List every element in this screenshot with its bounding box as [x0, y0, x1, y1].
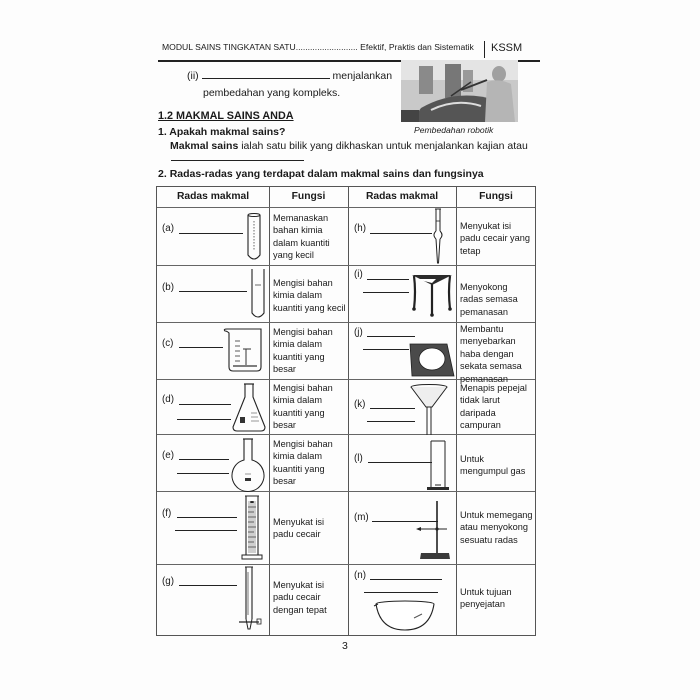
answer-blank-l[interactable]	[368, 462, 432, 463]
row-c-function	[273, 326, 353, 376]
row-k-label: (k)	[354, 399, 366, 410]
function-text: sesuatu radas	[460, 534, 518, 545]
answer-blank-n2[interactable]	[364, 592, 438, 593]
item-ii	[187, 70, 392, 82]
function-text: padu cecair	[273, 529, 321, 540]
function-text: kimia dalam	[273, 339, 323, 350]
function-text: penyejatan	[460, 599, 505, 610]
function-text: Menyukat isi	[273, 517, 325, 527]
answer-blank-i2[interactable]	[363, 292, 409, 293]
section-title: 1.2 MAKMAL SAINS ANDA	[158, 110, 294, 122]
function-text: pemanasan	[460, 373, 509, 384]
item-ii-label: (ii)	[187, 70, 199, 82]
answer-blank-g[interactable]	[179, 585, 237, 586]
row-l-label: (l)	[354, 453, 363, 464]
row-d-function	[273, 382, 353, 432]
function-text: mengumpul gas	[460, 466, 526, 477]
curriculum-label: KSSM	[484, 41, 522, 58]
function-text: daripada	[460, 407, 496, 418]
function-text: besar	[273, 476, 296, 487]
answer-blank-k2[interactable]	[367, 421, 415, 422]
row-n-label: (n)	[354, 570, 366, 581]
answer-blank-j1[interactable]	[367, 336, 415, 337]
question-1-text: Apakah makmal sains?	[169, 126, 286, 138]
row-divider	[157, 491, 535, 492]
page-number: 3	[342, 640, 348, 652]
answer-blank-e1[interactable]	[179, 459, 229, 460]
function-text: yang kecil	[273, 250, 314, 261]
function-text: tetap	[460, 245, 481, 256]
function-text: Mengisi bahan	[273, 439, 333, 449]
function-text: haba dengan	[460, 348, 514, 359]
function-text: kuantiti yang	[273, 351, 325, 362]
answer-blank-f1[interactable]	[177, 517, 237, 518]
question-1	[158, 126, 285, 138]
question-2-number: 2.	[158, 168, 167, 180]
function-text: kimia dalam	[273, 395, 323, 406]
function-text: dengan tepat	[273, 604, 327, 615]
item-ii-text: menjalankan	[332, 70, 393, 82]
function-text: dalam kuantiti	[273, 237, 330, 248]
row-divider	[157, 564, 535, 565]
row-d-label: (d)	[162, 394, 174, 405]
evaporating-dish-icon	[374, 600, 436, 632]
module-title: MODUL SAINS TINGKATAN SATU	[162, 42, 296, 52]
row-f-label: (f)	[162, 508, 172, 519]
row-g-label: (g)	[162, 576, 174, 587]
gas-jar-icon	[425, 439, 451, 493]
function-text: kuantiti yang kecil	[273, 302, 346, 313]
function-text: padu cecair yang	[460, 233, 530, 244]
row-g-function	[273, 579, 353, 616]
answer-blank-q1[interactable]	[171, 160, 304, 161]
header-function-right: Fungsi	[479, 191, 513, 202]
item-ii-continuation: pembedahan yang kompleks.	[203, 87, 341, 99]
answer-blank-n1[interactable]	[370, 579, 442, 580]
header-apparatus-left: Radas makmal	[176, 191, 250, 202]
pipette-icon	[431, 209, 445, 265]
row-a-function	[273, 212, 353, 262]
row-a-label: (a)	[162, 223, 174, 234]
answer-blank-b[interactable]	[179, 291, 247, 292]
header-apparatus-right: Radas makmal	[365, 191, 439, 202]
function-text: radas semasa	[460, 294, 518, 305]
row-e-function	[273, 438, 353, 488]
function-text: sekata semasa	[460, 361, 522, 372]
answer-blank-d2[interactable]	[177, 419, 231, 420]
function-text: Membantu	[460, 324, 504, 334]
question-2	[158, 168, 484, 180]
row-divider	[157, 207, 535, 208]
function-text: Menapis pepejal	[460, 383, 527, 393]
row-i-label: (i)	[354, 269, 363, 280]
function-text: kuantiti yang	[273, 407, 325, 418]
function-text: kuantiti yang	[273, 463, 325, 474]
test-tube-icon	[247, 213, 261, 261]
row-n-function	[460, 586, 538, 611]
row-l-function	[460, 453, 538, 478]
answer-blank-j2[interactable]	[363, 349, 409, 350]
answer-term: Makmal sains	[170, 140, 239, 152]
function-text: Memanaskan	[273, 213, 329, 223]
beaker-icon	[223, 327, 267, 373]
answer-blank-h[interactable]	[370, 233, 432, 234]
function-text: bahan kimia	[273, 225, 323, 236]
answer-blank-a[interactable]	[179, 233, 243, 234]
row-m-label: (m)	[354, 512, 369, 523]
row-divider	[157, 265, 535, 266]
function-text: Menyukat isi	[273, 580, 325, 590]
wire-gauze-icon	[409, 342, 455, 378]
question-1-answer	[170, 140, 528, 152]
measuring-cylinder-icon	[241, 495, 263, 561]
answer-blank-ii[interactable]	[202, 78, 330, 79]
function-text: besar	[273, 420, 296, 431]
function-text: menyebarkan	[460, 336, 516, 347]
tripod-stand-icon	[410, 271, 454, 319]
header-tagline: Efektif, Praktis dan Sistematik	[360, 42, 474, 52]
function-text: Menyokong	[460, 282, 508, 292]
page-header	[158, 38, 540, 60]
answer-blank-c[interactable]	[179, 347, 223, 348]
column-divider	[269, 187, 270, 635]
round-bottom-flask-icon	[231, 438, 267, 492]
function-text: Untuk	[460, 454, 485, 464]
surgery-image	[401, 60, 518, 122]
row-c-label: (c)	[162, 338, 174, 349]
row-h-label: (h)	[354, 223, 366, 234]
function-text: Mengisi bahan	[273, 278, 333, 288]
answer-blank-i1[interactable]	[367, 279, 409, 280]
row-i-function	[460, 281, 538, 318]
row-f-function	[273, 516, 353, 541]
answer-blank-e2[interactable]	[177, 473, 229, 474]
filter-funnel-icon	[409, 383, 449, 435]
apparatus-table	[156, 186, 536, 636]
burette-icon	[237, 567, 267, 635]
robotic-surgery-photo	[401, 60, 518, 122]
column-divider	[456, 187, 457, 635]
header-leader: ..........................	[295, 42, 358, 52]
function-text: padu cecair	[273, 592, 321, 603]
row-m-function	[460, 509, 538, 546]
function-text: Mengisi bahan	[273, 383, 333, 393]
row-e-label: (e)	[162, 450, 174, 461]
retort-stand-icon	[413, 499, 455, 561]
answer-blank-f2[interactable]	[175, 530, 237, 531]
function-text: besar	[273, 364, 296, 375]
photo-caption: Pembedahan robotik	[414, 125, 494, 135]
row-b-function	[273, 277, 353, 314]
row-divider	[157, 434, 535, 435]
question-1-number: 1.	[158, 126, 167, 138]
function-text: kimia dalam	[273, 451, 323, 462]
row-h-function	[460, 220, 538, 257]
function-text: kimia dalam	[273, 290, 323, 301]
answer-blank-d1[interactable]	[179, 404, 231, 405]
header-function-left: Fungsi	[291, 191, 326, 202]
function-text: tidak larut	[460, 395, 500, 406]
row-j-label: (j)	[354, 327, 363, 338]
function-text: atau menyokong	[460, 522, 528, 533]
function-text: Untuk memegang	[460, 510, 533, 520]
question-2-text: Radas-radas yang terdapat dalam makmal sains dan fungsinya	[169, 168, 484, 180]
header-module-title	[162, 42, 474, 52]
row-b-label: (b)	[162, 282, 174, 293]
function-text: Untuk tujuan	[460, 587, 512, 597]
conical-flask-icon	[231, 383, 267, 433]
function-text: campuran	[460, 420, 501, 431]
function-text: Mengisi bahan	[273, 327, 333, 337]
boiling-tube-icon	[251, 269, 265, 319]
row-j-function	[460, 323, 538, 385]
function-text: pemanasan	[460, 306, 509, 317]
row-k-function	[460, 382, 538, 432]
answer-definition: ialah satu bilik yang dikhaskan untuk menjalankan kajian atau	[238, 140, 528, 152]
function-text: Menyukat isi	[460, 221, 512, 231]
